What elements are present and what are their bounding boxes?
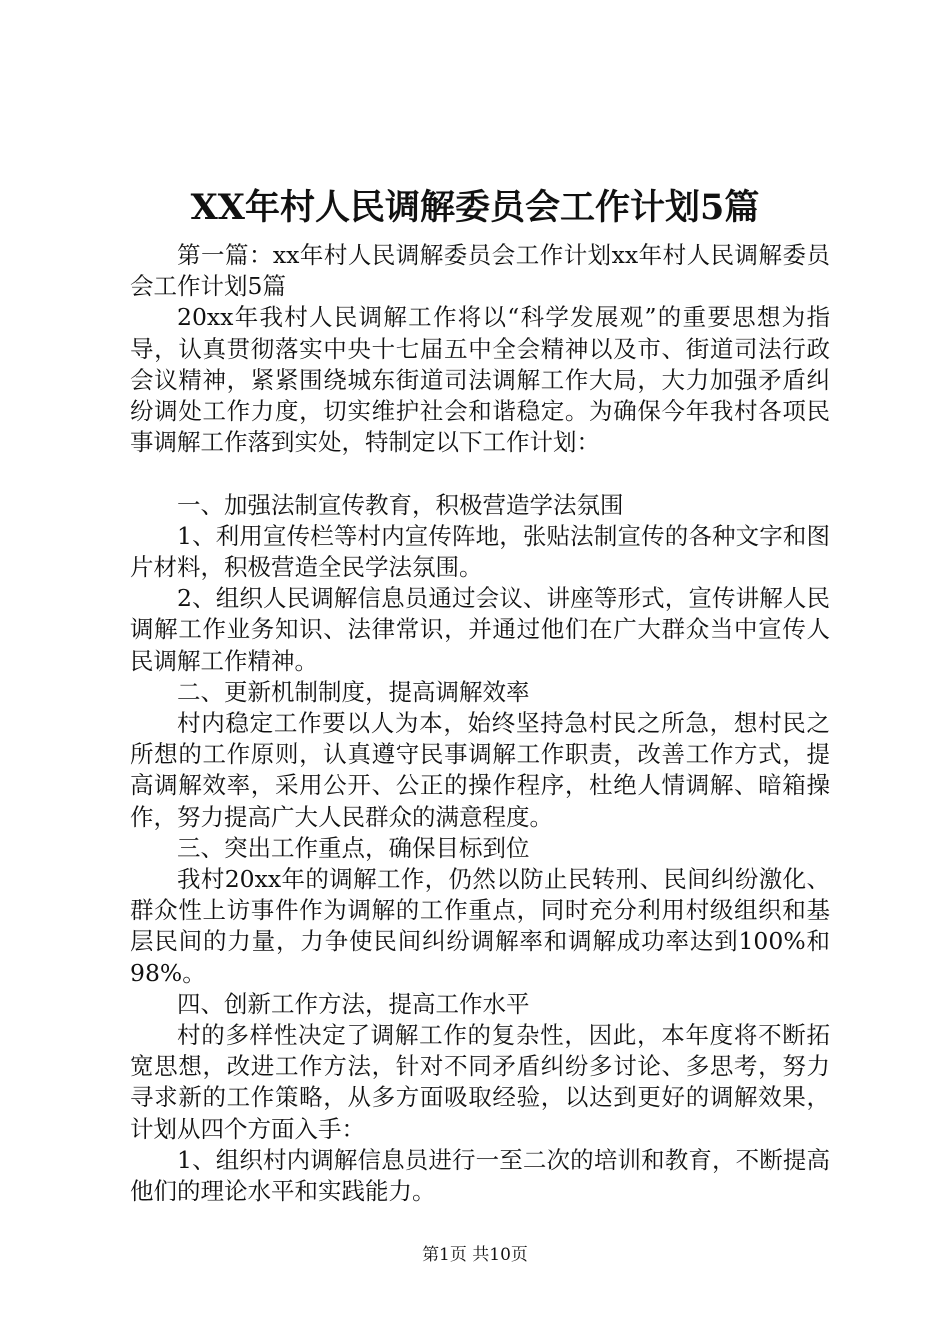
document-body <box>130 240 830 1207</box>
section-heading-4: 四、创新工作方法，提高工作水平 <box>177 989 530 1018</box>
paragraph-heading-first-article: 第一篇：xx年村人民调解委员会工作计划xx年村人民调解委员会工作计划5篇 <box>130 241 830 301</box>
section-heading-1: 一、加强法制宣传教育，积极营造学法氛围 <box>177 490 624 519</box>
paragraph-4-1: 1、组织村内调解信息员进行一至二次的培训和教育，不断提高他们的理论水平和实践能力。 <box>130 1145 830 1206</box>
paragraph-4: 村的多样性决定了调解工作的复杂性，因此，本年度将不断拓宽思想，改进工作方法，针对不同矛盾纠纷多讨论、多思考，努力寻求新的工作策略，从多方面吸取经验，以达到更好的调解效果，计划从四个方面入手： <box>130 1021 830 1143</box>
paragraph-1-2: 2、组织人民调解信息员通过会议、讲座等形式，宣传讲解人民调解工作业务知识、法律常识，并通过他们在广大群众当中宣传人民调解工作精神。 <box>130 584 830 675</box>
paragraph-1-1: 1、利用宣传栏等村内宣传阵地，张贴法制宣传的各种文字和图片材料，积极营造全民学法氛围。 <box>130 521 830 582</box>
paragraph-intro: 20xx年我村人民调解工作将以“科学发展观”的重要思想为指导，认真贯彻落实中央十七届五中全会精神以及市、街道司法行政会议精神，紧紧围绕城东街道司法调解工作大局，大力加强矛盾纠纷调处工作力度，切实维护社会和谐稳定。为确保今年我村各项民事调解工作落到实处，特制定以下工作计划： <box>130 303 830 457</box>
paragraph-2: 村内稳定工作要以人为本，始终坚持急村民之所急，想村民之所想的工作原则，认真遵守民事调解工作职责，改善工作方式，提高调解效率，采用公开、公正的操作程序，杜绝人情调解、暗箱操作，努力提高广大人民群众的满意程度。 <box>130 709 830 831</box>
blank-line <box>130 458 830 489</box>
page-footer: 第1页 共10页 <box>422 1245 528 1265</box>
paragraph-3: 我村20xx年的调解工作，仍然以防止民转刑、民间纠纷激化、群众性上访事件作为调解的工作重点，同时充分利用村级组织和基层民间的力量，力争使民间纠纷调解率和调解成功率达到100%和98%。 <box>130 865 830 987</box>
section-heading-3: 三、突出工作重点，确保目标到位 <box>177 833 530 862</box>
section-heading-2: 二、更新机制制度，提高调解效率 <box>177 677 530 706</box>
document-title: XX年村人民调解委员会工作计划5篇 <box>190 187 760 228</box>
